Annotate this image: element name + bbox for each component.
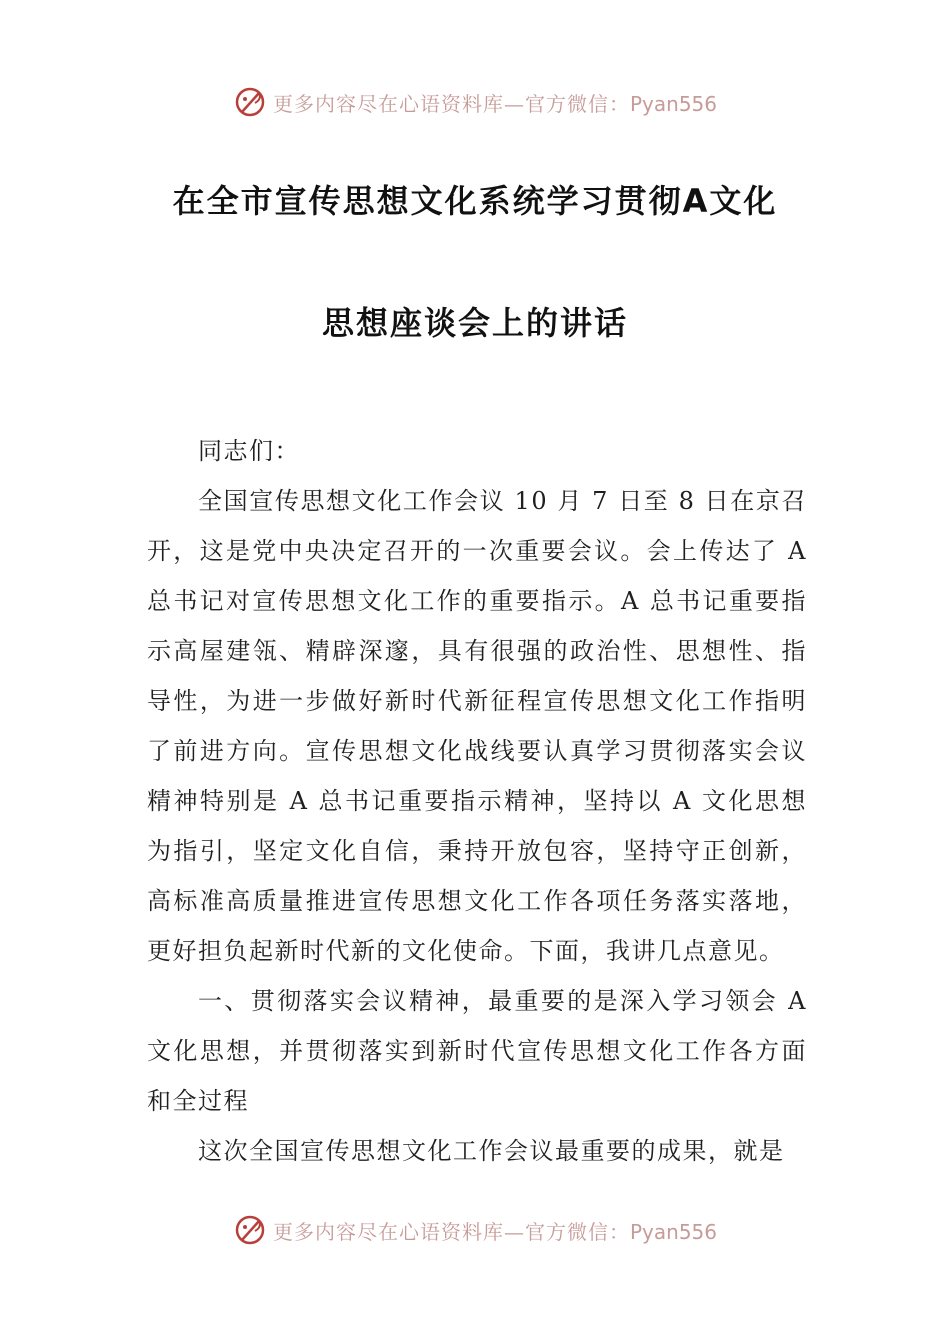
watermark-banner-top (0, 82, 950, 122)
watermark-label: 更多内容尽在心语资料库—官方微信： (272, 1219, 630, 1244)
salutation: 同志们： (198, 437, 300, 465)
watermark-text (273, 88, 717, 117)
quill-logo-icon (233, 1213, 267, 1247)
quill-logo-icon (233, 85, 267, 119)
section-heading-1: 一、贯彻落实会议精神，最重要的是深入学习领会 A 文化思想，并贯彻落实到新时代宣传思想文化工作各方面和全过程 (147, 987, 807, 1115)
page-title-line-2: 思想座谈会上的讲话 (321, 304, 628, 342)
page-title-line-1: 在全市宣传思想文化系统学习贯彻A文化 (172, 182, 778, 220)
watermark-text (273, 1216, 717, 1245)
watermark-handle: Pyan556 (629, 91, 717, 116)
watermark-banner-bottom (0, 1210, 950, 1250)
paragraph-2: 这次全国宣传思想文化工作会议最重要的成果，就是 (198, 1137, 785, 1165)
watermark-handle: Pyan556 (629, 1219, 717, 1244)
paragraph-1: 全国宣传思想文化工作会议 10 月 7 日至 8 日在京召开，这是党中央决定召开的一次重要会议。会上传达了 A 总书记对宣传思想文化工作的重要指示。A 总书记重要指示高屋建瓴、精辟深邃，具有很强的政治性、思想性、指导性，为进一步做好新时代新征程宣传思想文化工作指明了前进方向。宣传思想文化战线要认真学习贯彻落实会议精神特别是 A 总书记重要指示精神，坚持以 A 文化思想为指引，坚定文化自信，秉持开放包容，坚持守正创新，高标准高质量推进宣传思想文化工作各项任务落实落地，更好担负起新时代新的文化使命。下面，我讲几点意见。 (147, 487, 807, 965)
document-body (147, 426, 807, 1176)
watermark-label: 更多内容尽在心语资料库—官方微信： (272, 91, 630, 116)
